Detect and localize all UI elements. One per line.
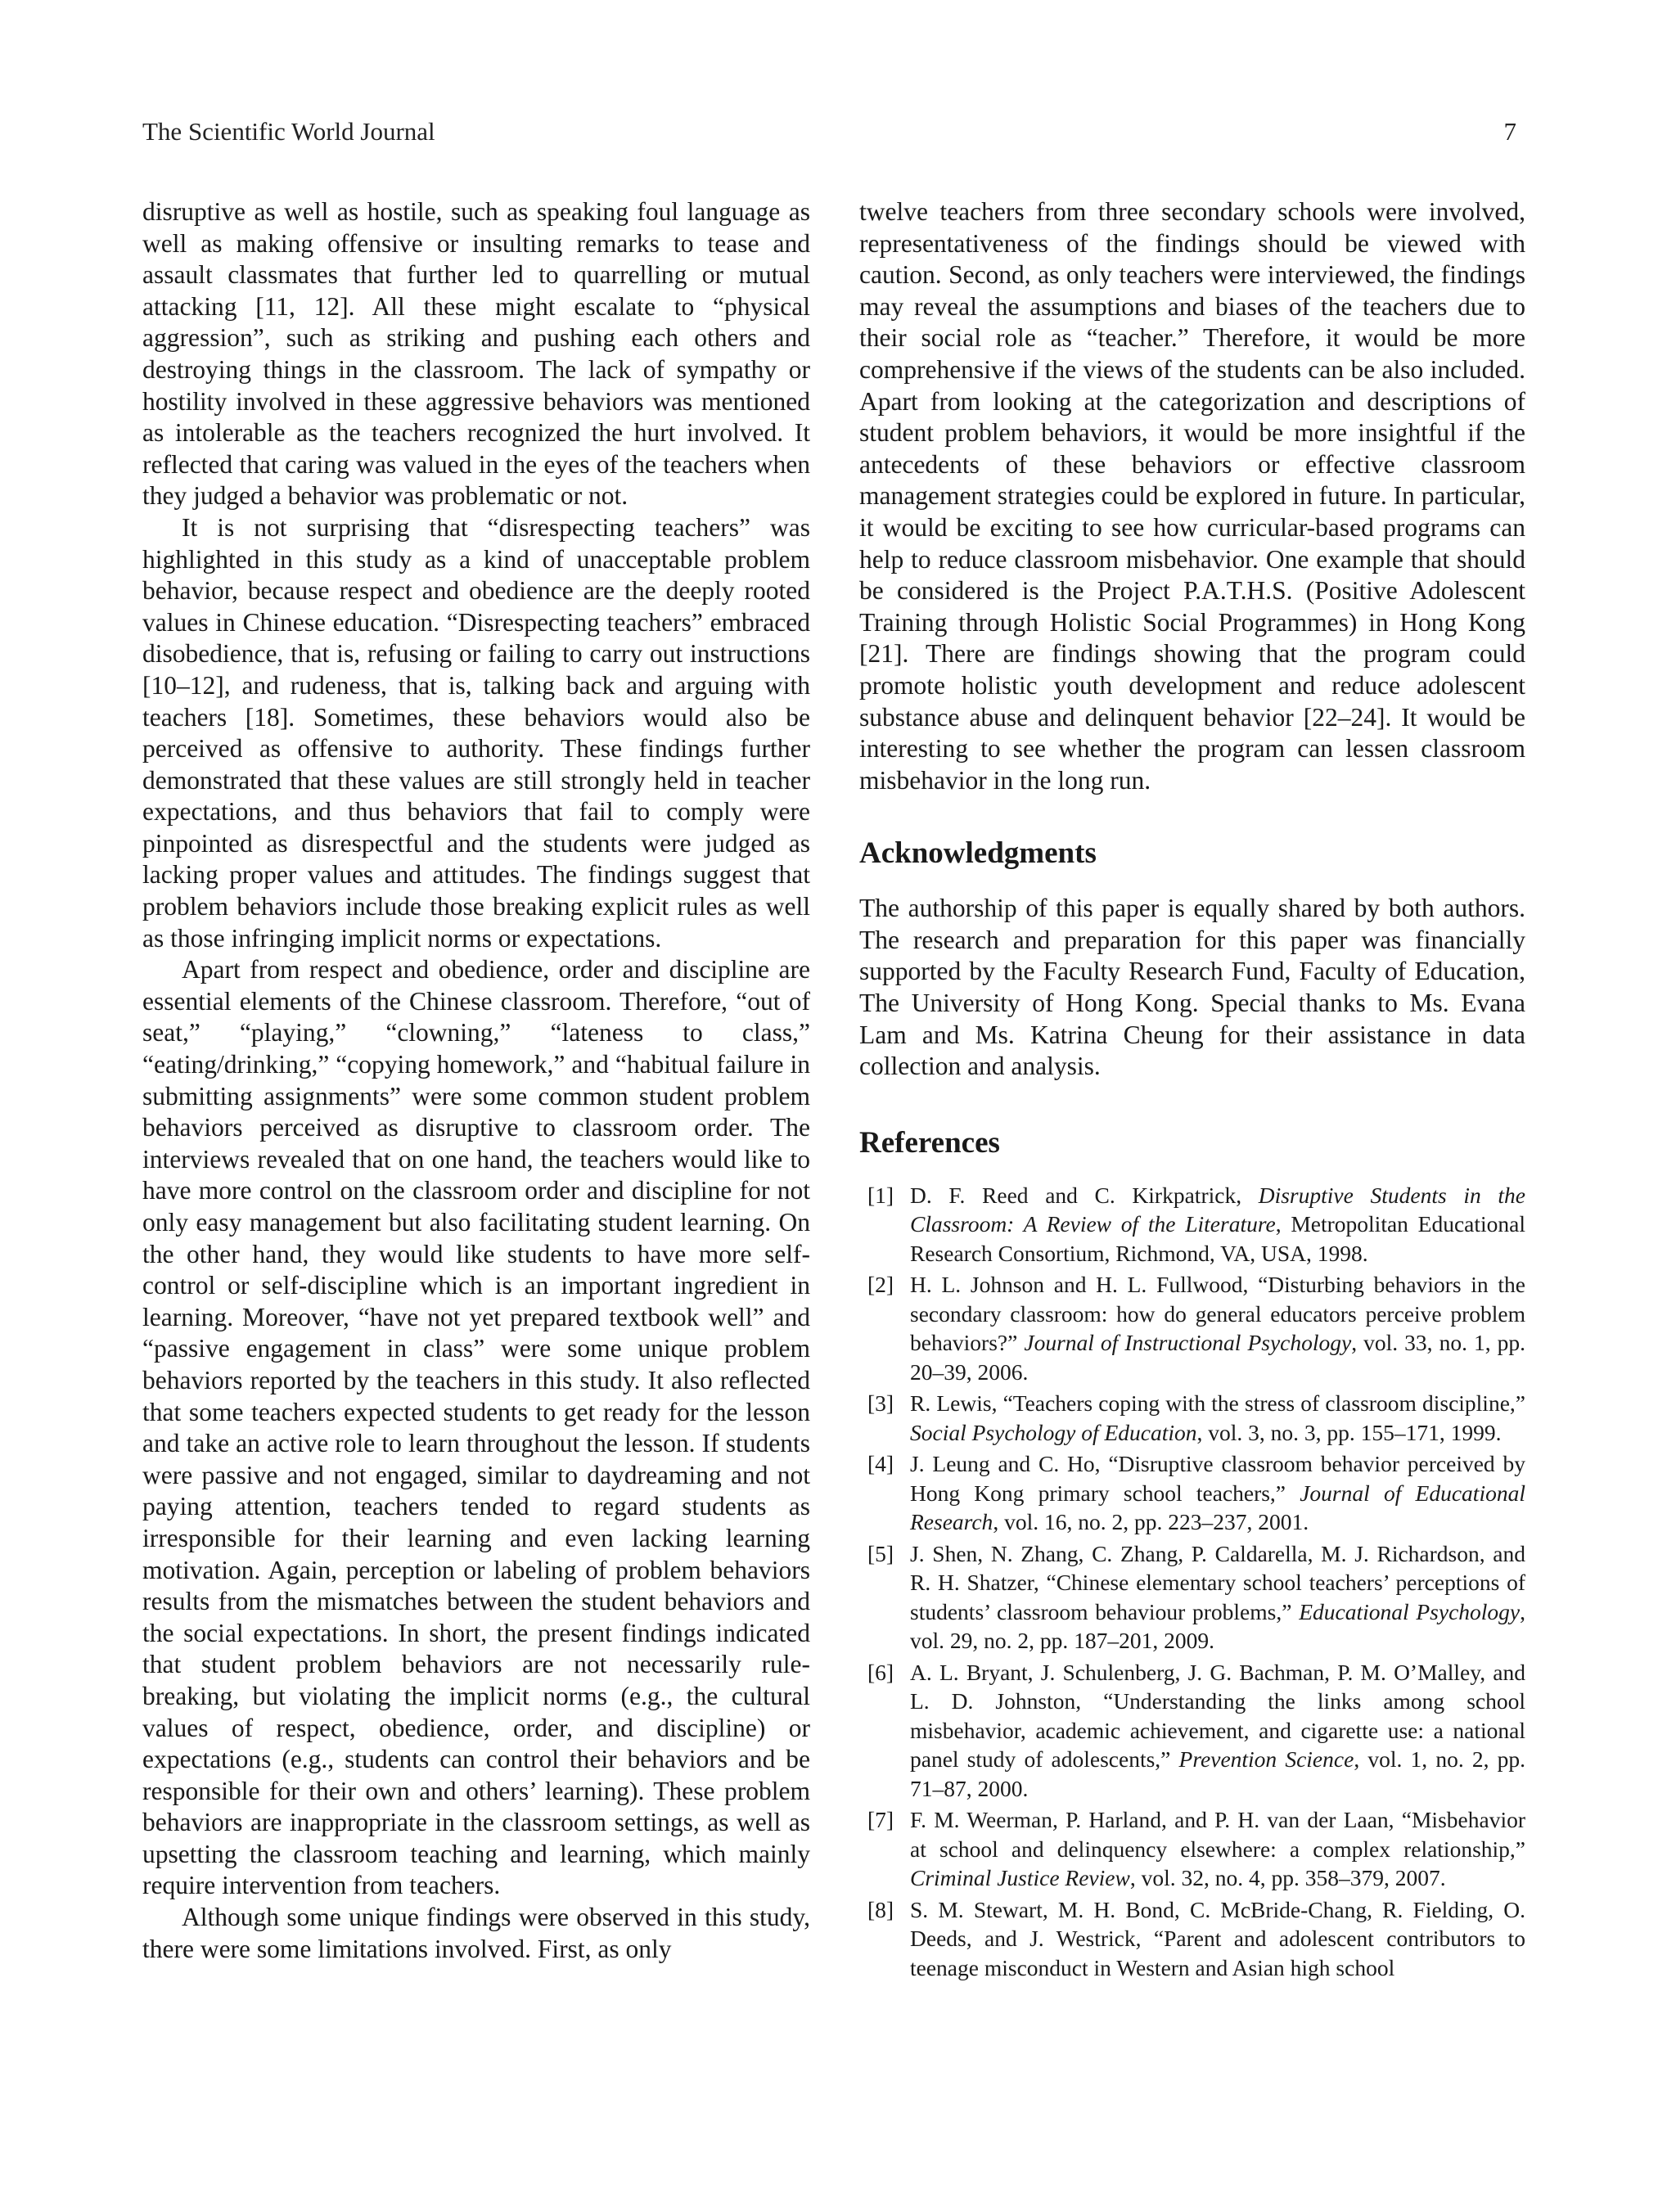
references-heading: References (859, 1125, 1000, 1160)
reference-source: Criminal Justice Review (910, 1865, 1130, 1891)
reference-item: [1] D. F. Reed and C. Kirkpatrick, Disruptive Students in the Classroom: A Review of the Literature, Metropolitan Educational Research Consortium, Richmond, VA, USA, 1998. (867, 1182, 1525, 1266)
acknowledgments-heading: Acknowledgments (859, 836, 1097, 871)
left-column (142, 196, 810, 1965)
body-paragraph: Apart from respect and obedience, order and discipline are essential elements of the Chinese classroom. Therefore, “out of seat,” “playing,” “clowning,” “lateness to class,” “eating/drinking,” “copying homework,” and “habitual failure in submitting assignments” were some common student problem behaviors perceived as disruptive to classroom order. The interviews revealed that on one hand, the teachers would like to have more control on the classroom order and discipline for not only easy management but also facilitating student learning. On the other hand, they would like students to have more self-control or self-discipline which is an important ingredient in learning. Moreover, “have not yet prepared textbook well” and “passive engagement in class” were some unique problem behaviors reported by the teachers in this study. It also reflected that some teachers expected students to get ready for the lesson and take an active role to learn throughout the lesson. If students were passive and not engaged, similar to daydreaming and not paying attention, teachers tended to regard students as irresponsible for their learning and even lacking learning motivation. Again, perception or labeling of problem behaviors results from the mismatches between the student behaviors and the social expectations. In short, the present findings indicated that student problem behaviors are not necessarily rule-breaking, but violating the implicit norms (e.g., the cultural values of respect, obedience, order, and discipline) or expectations (e.g., students can control their behaviors and be responsible for their own and others’ learning). These problem behaviors are inappropriate in the classroom settings, as well as upsetting the classroom teaching and learning, which mainly require intervention from teachers. (142, 955, 810, 1900)
body-paragraph: disruptive as well as hostile, such as speaking foul language as well as making offensive or insulting remarks to tease and assault classmates that further led to quarrelling or mutual attacking [11, 12]. All these might escalate to “physical aggression”, such as striking and pushing each others and destroying things in the classroom. The lack of sympathy or hostility involved in these aggressive behaviors was mentioned as intolerable as the teachers recognized the hurt involved. It reflected that caring was valued in the eyes of the teachers when they judged a behavior was problematic or not. (142, 197, 810, 511)
right-column (859, 196, 1525, 1984)
references-list (859, 1181, 1525, 1983)
reference-source: Social Psychology of Education (910, 1419, 1197, 1445)
reference-number: [2] (867, 1272, 894, 1298)
acknowledgments-text: The authorship of this paper is equally shared by both authors. The research and preparation for this paper was financially supported by the Faculty Research Fund, Faculty of Education, The University of Hong Kong. Special thanks to Ms. Evana Lam and Ms. Katrina Cheung for their assistance in data collection and analysis. (859, 894, 1525, 1081)
reference-item: [2] H. L. Johnson and H. L. Fullwood, “Disturbing behaviors in the secondary classroom: how do general educators perceive problem behaviors?” Journal of Instructional Psychology, vol. 33, no. 1, pp. 20–39, 2006. (867, 1272, 1525, 1385)
reference-number: [5] (867, 1540, 894, 1566)
reference-number: [3] (867, 1390, 894, 1417)
reference-number: [6] (867, 1659, 894, 1685)
reference-source: Prevention Science (1178, 1746, 1354, 1773)
reference-number: [4] (867, 1451, 894, 1477)
body-paragraph: It is not surprising that “disrespecting teachers” was highlighted in this study as a kind of unacceptable problem behavior, because respect and obedience are the deeply rooted values in Chinese education. “Disrespecting teachers” embraced disobedience, that is, refusing or failing to carry out instructions [10–12], and rudeness, that is, talking back and arguing with teachers [18]. Sometimes, these behaviors would also be perceived as offensive to authority. These findings further demonstrated that these values are still strongly held in teacher expectations, and thus behaviors that fail to comply were pinpointed as disrespectful and the students were judged as lacking proper values and attitudes. The findings suggest that problem behaviors include those breaking explicit rules as well as those infringing implicit norms or expectations. (142, 512, 810, 953)
reference-item: [5] J. Shen, N. Zhang, C. Zhang, P. Caldarella, M. J. Richardson, and R. H. Shatzer, “Chinese elementary school teachers’ perceptions of students’ classroom behaviour problems,” Educational Psychology, vol. 29, no. 2, pp. 187–201, 2009. (867, 1540, 1526, 1654)
body-paragraph: Although some unique findings were observed in this study, there were some limitations involved. First, as only (142, 1903, 810, 1963)
reference-number: [1] (867, 1182, 894, 1208)
page-number: 7 (1503, 117, 1516, 146)
reference-item: [4] J. Leung and C. Ho, “Disruptive classroom behavior perceived by Hong Kong primary school teachers,” Journal of Educational Research, vol. 16, no. 2, pp. 223–237, 2001. (867, 1451, 1525, 1535)
reference-source: Journal of Educational Research (910, 1480, 1525, 1535)
reference-item: [6] A. L. Bryant, J. Schulenberg, J. G. Bachman, P. M. O’Malley, and L. D. Johnston, “Understanding the links among school misbehavior, academic achievement, and cigarette use: a national panel study of adolescents,” Prevention Science, vol. 1, no. 2, pp. 71–87, 2000. (867, 1659, 1526, 1801)
reference-number: [7] (867, 1807, 894, 1833)
journal-title: The Scientific World Journal (142, 117, 435, 146)
reference-item: [3] R. Lewis, “Teachers coping with the stress of classroom discipline,” Social Psychology of Education, vol. 3, no. 3, pp. 155–171, 1999. (867, 1390, 1525, 1445)
reference-source: Journal of Instructional Psychology (1024, 1330, 1352, 1356)
reference-source: Educational Psychology (1299, 1598, 1521, 1624)
reference-number: [8] (867, 1896, 894, 1922)
body-paragraph: twelve teachers from three secondary schools were involved, representativeness of the findings should be viewed with caution. Second, as only teachers were interviewed, the findings may reveal the assumptions and biases of the teachers due to their social role as “teacher.” Therefore, it would be more comprehensive if the views of the students can be also included. Apart from looking at the categorization and descriptions of student problem behaviors, it would be more insightful if the antecedents of these behaviors or effective classroom management strategies could be explored in future. In particular, it would be exciting to see how curricular-based programs can help to reduce classroom misbehavior. One example that should be considered is the Project P.A.T.H.S. (Positive Adolescent Training through Holistic Social Programmes) in Hong Kong [21]. There are findings showing that the program could promote holistic youth development and reduce adolescent substance abuse and delinquent behavior [22–24]. It would be interesting to see whether the program can lessen classroom misbehavior in the long run. (859, 197, 1525, 795)
reference-source: Disruptive Students in the Classroom: A Review of the Literature (910, 1182, 1525, 1237)
reference-item: [8] S. M. Stewart, M. H. Bond, C. McBride-Chang, R. Fielding, O. Deeds, and J. Westrick, “Parent and adolescent contributors to teenage misconduct in Western and Asian high school (867, 1896, 1525, 1980)
reference-item: [7] F. M. Weerman, P. Harland, and P. H. van der Laan, “Misbehavior at school and delinquency elsewhere: a complex relationship,” Criminal Justice Review, vol. 32, no. 4, pp. 358–379, 2007. (867, 1807, 1525, 1891)
